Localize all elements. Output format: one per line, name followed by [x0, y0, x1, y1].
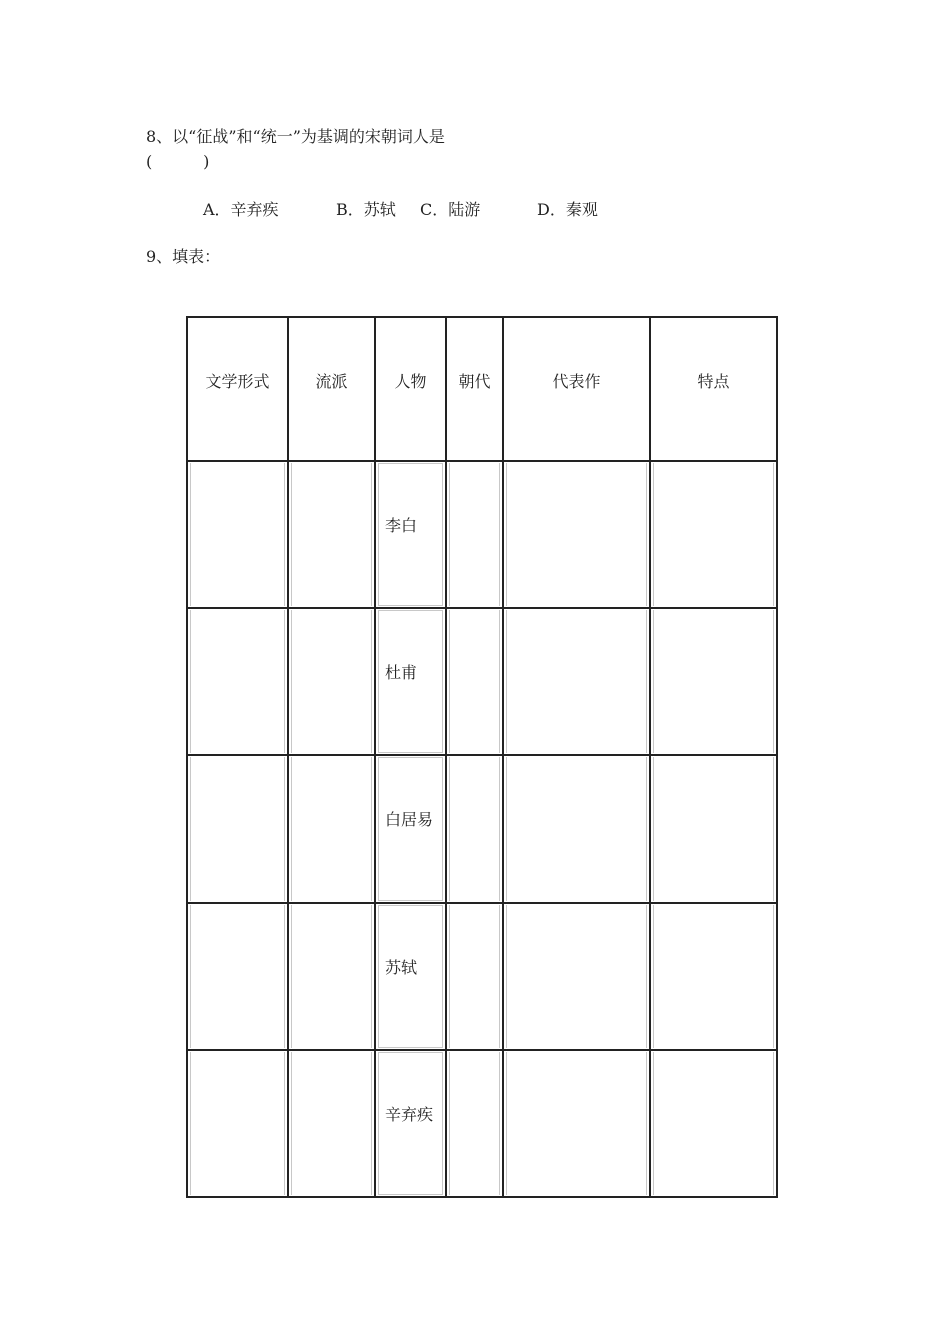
table-row [187, 1050, 777, 1197]
cell-person: 辛弃疾 [375, 1050, 446, 1197]
cell-school-blank[interactable] [288, 903, 375, 1050]
cell-literary-form-blank[interactable] [187, 461, 288, 608]
cell-person: 白居易 [375, 755, 446, 902]
option-c: C．陆游 [420, 200, 481, 219]
cell-person: 杜甫 [375, 608, 446, 755]
cell-literary-form-blank[interactable] [187, 755, 288, 902]
table-row [187, 608, 777, 755]
cell-characteristics-blank[interactable] [650, 755, 777, 902]
option-b: B．苏轼 [336, 200, 396, 219]
cell-school-blank[interactable] [288, 1050, 375, 1197]
cell-works-blank[interactable] [503, 903, 650, 1050]
header-dynasty: 朝代 [446, 317, 503, 461]
header-person: 人物 [375, 317, 446, 461]
cell-dynasty-blank[interactable] [446, 608, 503, 755]
cell-dynasty-blank[interactable] [446, 755, 503, 902]
option-d: D．秦观 [537, 200, 598, 219]
cell-dynasty-blank[interactable] [446, 1050, 503, 1197]
fill-in-table [186, 316, 778, 1198]
cell-characteristics-blank[interactable] [650, 1050, 777, 1197]
cell-literary-form-blank[interactable] [187, 608, 288, 755]
cell-works-blank[interactable] [503, 608, 650, 755]
cell-characteristics-blank[interactable] [650, 608, 777, 755]
question-8-answer-blank: ( ) [146, 152, 210, 171]
header-representative-works: 代表作 [503, 317, 650, 461]
cell-literary-form-blank[interactable] [187, 903, 288, 1050]
cell-school-blank[interactable] [288, 608, 375, 755]
cell-literary-form-blank[interactable] [187, 1050, 288, 1197]
cell-dynasty-blank[interactable] [446, 903, 503, 1050]
cell-person: 李白 [375, 461, 446, 608]
cell-characteristics-blank[interactable] [650, 461, 777, 608]
header-characteristics: 特点 [650, 317, 777, 461]
table-row [187, 755, 777, 902]
table-row [187, 903, 777, 1050]
cell-person: 苏轼 [375, 903, 446, 1050]
cell-school-blank[interactable] [288, 755, 375, 902]
question-8-text: 8、以“征战”和“统一”为基调的宋朝词人是 [146, 127, 445, 146]
cell-dynasty-blank[interactable] [446, 461, 503, 608]
cell-works-blank[interactable] [503, 1050, 650, 1197]
cell-works-blank[interactable] [503, 755, 650, 902]
question-9-text: 9、填表： [146, 247, 221, 266]
cell-school-blank[interactable] [288, 461, 375, 608]
option-a: A．辛弃疾 [203, 200, 279, 219]
cell-works-blank[interactable] [503, 461, 650, 608]
table-header-row [187, 317, 777, 461]
cell-characteristics-blank[interactable] [650, 903, 777, 1050]
header-literary-form: 文学形式 [187, 317, 288, 461]
header-school: 流派 [288, 317, 375, 461]
table-row [187, 461, 777, 608]
